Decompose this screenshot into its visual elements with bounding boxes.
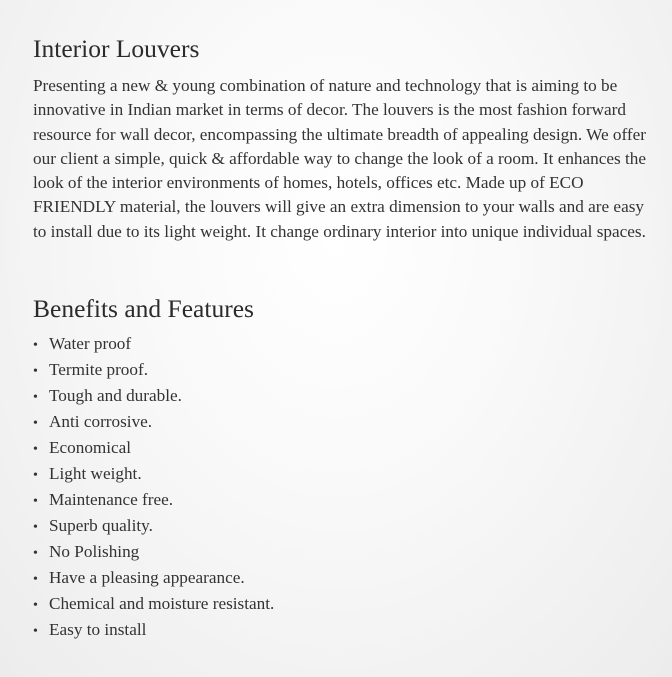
list-item-label: Economical — [49, 438, 132, 458]
list-item-label: Have a pleasing appearance. — [49, 568, 245, 588]
bullet-icon: • — [33, 442, 38, 458]
bullet-icon: • — [33, 546, 38, 562]
list-item-label: Superb quality. — [49, 516, 153, 536]
list-item-label: Tough and durable. — [49, 386, 182, 406]
list-item-label: Chemical and moisture resistant. — [49, 594, 275, 614]
list-item — [33, 462, 648, 488]
list-item-label: Water proof — [49, 334, 132, 354]
bullet-icon: • — [33, 468, 38, 484]
list-item — [33, 332, 648, 358]
intro-paragraph: Presenting a new & young combination of nature and technology that is aiming to be innovative in Indian market in terms of decor. The louvers is the most fashion forward resource for wall decor, encompassing the ultimate breadth of appealing design. We offer our client a simple, quick & affordable way to change the look of a room. It enhances the look of the interior environments of homes, hotels, offices etc. Made up of ECO FRIENDLY material, the louvers will give an extra dimension to your walls and are easy to install due to its light weight. It change ordinary interior into unique individual spaces. — [33, 76, 646, 241]
bullet-icon: • — [33, 520, 38, 536]
list-item — [33, 514, 648, 540]
bullet-icon: • — [33, 572, 38, 588]
list-item — [33, 384, 648, 410]
bullet-icon: • — [33, 364, 38, 380]
list-item — [33, 410, 648, 436]
bullet-icon: • — [33, 598, 38, 614]
list-item-label: Termite proof. — [49, 360, 149, 380]
list-item — [33, 436, 648, 462]
list-item-label: Easy to install — [49, 620, 147, 640]
list-item — [33, 358, 648, 384]
list-item-label: No Polishing — [49, 542, 140, 562]
list-item-label: Anti corrosive. — [49, 412, 153, 432]
features-list — [33, 332, 648, 644]
bullet-icon: • — [33, 416, 38, 432]
document-page — [33, 32, 648, 644]
list-item-label: Light weight. — [49, 464, 142, 484]
list-item — [33, 592, 648, 618]
benefits-heading: Benefits and Features — [33, 294, 254, 324]
bullet-icon: • — [33, 624, 38, 640]
list-item — [33, 566, 648, 592]
bullet-icon: • — [33, 494, 38, 510]
bullet-icon: • — [33, 390, 38, 406]
list-item — [33, 488, 648, 514]
bullet-icon: • — [33, 338, 38, 354]
list-item-label: Maintenance free. — [49, 490, 174, 510]
list-item — [33, 618, 648, 644]
list-item — [33, 540, 648, 566]
interior-louvers-heading: Interior Louvers — [33, 34, 200, 63]
